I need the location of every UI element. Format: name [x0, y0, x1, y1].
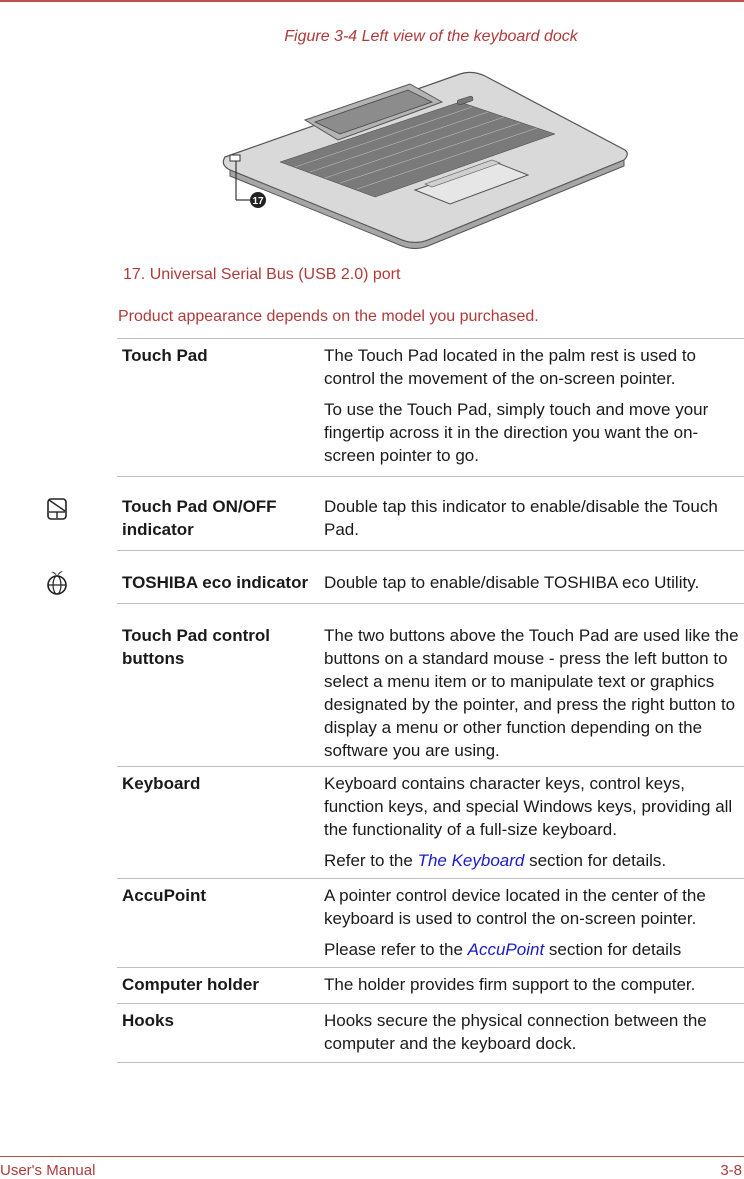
eco-globe-icon	[45, 571, 69, 595]
row-description: The Touch Pad located in the palm rest is used to control the movement of the on-screen pointer. To use the Touch Pad, simply touch and move your fingertip across it in the direction you want the on-screen pointer to go.	[324, 346, 709, 465]
page-number: 3-8	[720, 1162, 742, 1179]
keyboard-dock-illustration	[210, 62, 640, 252]
table-row	[117, 767, 744, 879]
figure-caption: Figure 3-4 Left view of the keyboard dock	[284, 28, 578, 45]
table-row	[117, 968, 744, 1004]
row-description: Keyboard contains character keys, control keys, function keys, and special Windows keys, providing all the functionality of a full-size keyboard. Refer to the The Keyboard section for details.	[324, 774, 733, 870]
footer-manual-title: User's Manual	[0, 1162, 96, 1179]
appearance-note: Product appearance depends on the model you purchased.	[118, 308, 539, 325]
row-term: Keyboard	[122, 774, 201, 793]
row-term: Touch Pad control buttons	[122, 626, 270, 668]
row-term: Touch Pad ON/OFF indicator	[122, 497, 277, 539]
row-description: A pointer control device located in the center of the keyboard is used to control the on-screen pointer. Please refer to the AccuPoint section for details	[324, 886, 706, 959]
callout-17: 17	[252, 196, 264, 207]
table-row	[117, 495, 744, 551]
table-row	[117, 1004, 744, 1063]
row-term: Touch Pad	[122, 346, 208, 365]
table-row	[117, 604, 744, 767]
component-table	[117, 338, 744, 1063]
keyboard-section-link[interactable]: The Keyboard	[417, 851, 525, 870]
touchpad-indicator-icon	[45, 497, 69, 521]
row-description: Hooks secure the physical connection between the computer and the keyboard dock.	[324, 1011, 707, 1053]
table-row	[117, 879, 744, 968]
row-term: TOSHIBA eco indicator	[122, 573, 309, 592]
figure-legend: 17. Universal Serial Bus (USB 2.0) port	[123, 266, 401, 283]
table-row	[117, 551, 744, 604]
row-term: Computer holder	[122, 975, 259, 994]
footer-rule	[0, 1156, 744, 1157]
row-term: AccuPoint	[122, 886, 207, 905]
top-rule	[0, 0, 744, 2]
row-description: The two buttons above the Touch Pad are used like the buttons on a standard mouse - press the left button to select a menu item or to manipulate text or graphics designated by the pointer, and press the right button to display a menu or other function depending on the software you are using.	[324, 626, 739, 760]
row-description: Double tap this indicator to enable/disable the Touch Pad.	[324, 497, 718, 539]
row-description: The holder provides firm support to the computer.	[324, 975, 696, 994]
row-description: Double tap to enable/disable TOSHIBA eco Utility.	[324, 573, 700, 592]
table-row	[117, 339, 744, 477]
row-term: Hooks	[122, 1011, 174, 1030]
accupoint-section-link[interactable]: AccuPoint	[467, 940, 545, 959]
